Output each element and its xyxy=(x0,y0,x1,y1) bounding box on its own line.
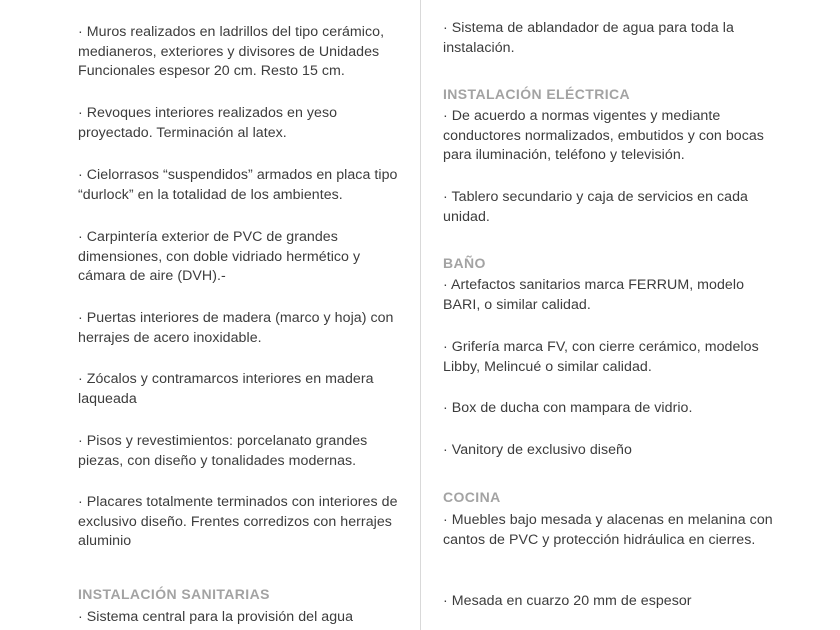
section-heading-bano: BAÑO xyxy=(443,255,486,271)
spec-item-puertas: · Puertas interiores de madera (marco y hoja) con herrajes de acero inoxidable. xyxy=(78,310,394,346)
spec-item-tablero: · Tablero secundario y caja de servicios en cada unidad. xyxy=(443,189,748,225)
spec-item-box-ducha: · Box de ducha con mampara de vidrio. xyxy=(443,400,693,416)
spec-item-placares: · Placares totalmente terminados con interiores de exclusivo diseño. Frentes corredizos con herrajes aluminio xyxy=(78,494,398,549)
spec-item-zocalos: · Zócalos y contramarcos interiores en madera laqueada xyxy=(78,371,374,407)
spec-item-normas: · De acuerdo a normas vigentes y mediante conductores normalizados, embutidos y con bocas para iluminación, teléfono y televisión. xyxy=(443,108,764,163)
spec-item-muebles: · Muebles bajo mesada y alacenas en melanina con cantos de PVC y protección hidráulica en cierres. xyxy=(443,512,773,548)
spec-item-muros: · Muros realizados en ladrillos del tipo cerámico, medianeros, exteriores y divisores de Unidades Funcionales espesor 20 cm. Resto 15 cm. xyxy=(78,24,385,79)
spec-item-revoques: · Revoques interiores realizados en yeso proyectado. Terminación al latex. xyxy=(78,105,338,141)
section-heading-sanitarias: INSTALACIÓN SANITARIAS xyxy=(78,586,270,602)
column-divider xyxy=(420,0,421,630)
spec-item-sistema-central: · Sistema central para la provisión del agua xyxy=(78,609,354,625)
spec-item-griferia: · Grifería marca FV, con cierre cerámico, modelos Libby, Melincué o similar calidad. xyxy=(443,339,759,375)
spec-item-ablandador: · Sistema de ablandador de agua para toda la instalación. xyxy=(443,20,734,56)
section-heading-cocina: COCINA xyxy=(443,489,501,505)
spec-item-carpinteria: · Carpintería exterior de PVC de grandes dimensiones, con doble vidriado hermético y cámara de aire (DVH).- xyxy=(78,229,361,284)
spec-item-pisos: · Pisos y revestimientos: porcelanato grandes piezas, con diseño y tonalidades modernas. xyxy=(78,433,368,469)
spec-item-artefactos: · Artefactos sanitarios marca FERRUM, modelo BARI, o similar calidad. xyxy=(443,277,745,313)
section-heading-electrica: INSTALACIÓN ELÉCTRICA xyxy=(443,86,631,102)
spec-item-cielorrasos: · Cielorrasos “suspendidos” armados en placa tipo “durlock” en la totalidad de los ambientes. xyxy=(78,167,398,203)
spec-item-mesada: · Mesada en cuarzo 20 mm de espesor xyxy=(443,593,692,609)
spec-item-vanitory: · Vanitory de exclusivo diseño xyxy=(443,442,632,458)
